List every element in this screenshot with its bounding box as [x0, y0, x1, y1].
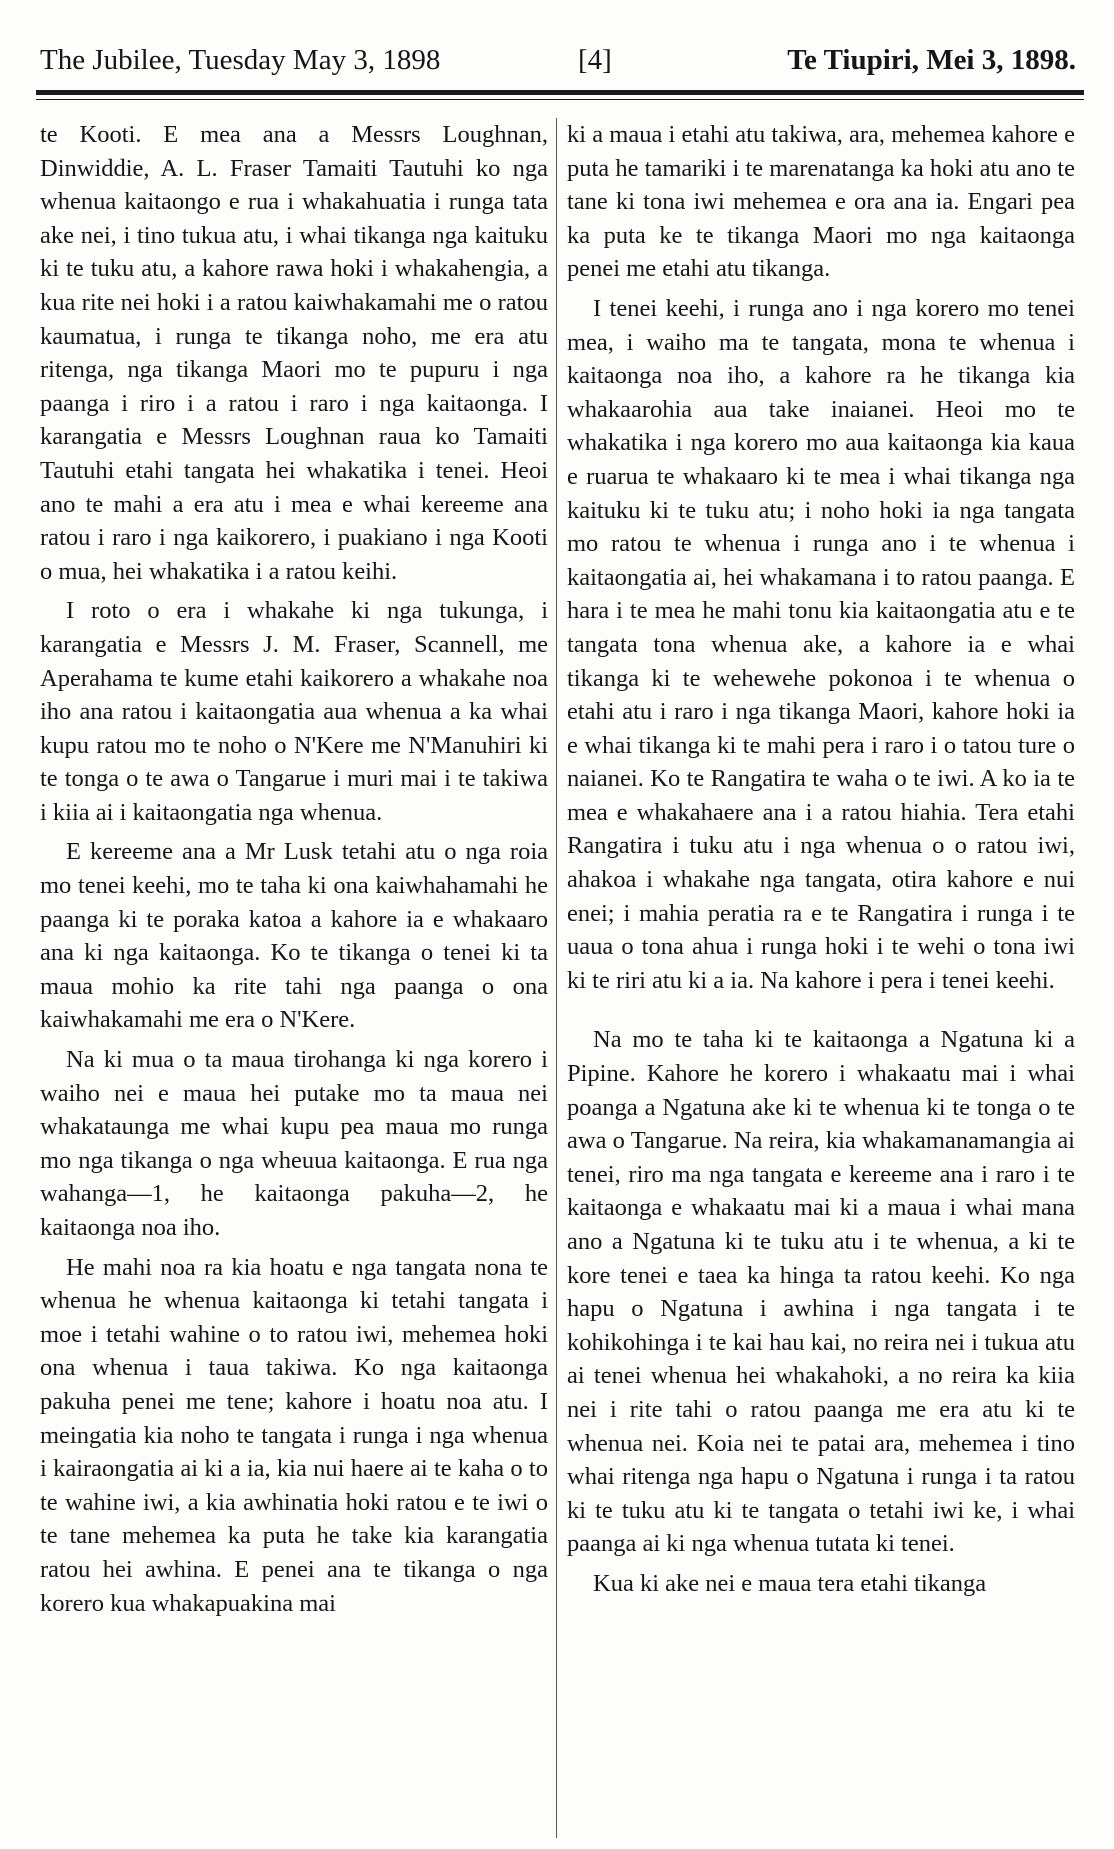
header-maori-title: Te Tiupiri, Mei 3, 1898. [787, 44, 1076, 76]
page-number: [4] [578, 44, 612, 76]
paragraph: He mahi noa ra kia hoatu e nga tangata nona te whenua he whenua kaitaonga ki tetahi tangata i moe i tetahi wahine o to ratou iwi, mehemea hoki ona whenua i taua takiwa. Ko nga kaitaonga pakuha penei me tene; kahore i hoatu noa atu. I meingatia kia noho te tangata i runga i nga whenua i kairaongatia ai ki a ia, kia nui haere ai te kaha o to te wahine iwi, a kia awhinatia hoki ratou e te iwi o te tane mehemea ka puta he take kia karangatia ratou hei awhina. E penei ana te tikanga o nga korero kua whakapuakina mai [40, 1253, 548, 1617]
paragraph: I tenei keehi, i runga ano i nga korero mo tenei mea, i waiho ma te tangata, mona te whenua i kaitaonga noa iho, a kahore ra he tikanga kia whakaarohia aua take inaianei. Heoi mo te whakatika i nga korero mo aua kaitaonga kia kaua e ruarua te whakaaro ki te mea i whai tikanga nga kaituku ki te tuku atu; i noho hoki ia nga tangata mo ratou te whenua i runga ano i te whenua i kaitaongatia ai, hei whakamana i to ratou paanga. E hara i te mea he mahi tonu kia kaitaongatia atu e te tangata tona whenua ake, a kahore ia e whai tikanga ki te wehewehe pokonoa i te whenua o etahi atu i raro i nga tikanga Maori, kahore hoki ia e whai tikanga ki te mahi pera i raro i o tatou ture o naianei. Ko te Rangatira te waha o te iwi. A ko ia te mea e whakahaere ana i a ratou hiahia. Tera etahi Rangatira i tuku atu i nga whenua o o ratou iwi, ahakoa i whakahe nga tangata, otira kahore e nui enei; i mahia peratia ra e te Rangatira i runga i te uaua o tona ahua i runga hoki i te wehi o tona iwi ki te riri atu ki a ia. Na kahore i pera i tenei keehi. [567, 294, 1075, 994]
left-column [40, 118, 548, 1626]
right-column [567, 118, 1075, 1607]
paragraph: Kua ki ake nei e maua tera etahi tikanga [593, 1569, 987, 1597]
paragraph: E kereeme ana a Mr Lusk tetahi atu o nga roia mo tenei keehi, mo te taha ki ona kaiwhahamahi he paanga ki te poraka katoa a kahore ia e whakaaro ana ki nga kaitaonga. Ko te tikanga o tenei ki ta maua mohio ka rite tahi nga paanga o ona kaiwhakamahi me era o N'Kere. [40, 838, 548, 1034]
column-divider [556, 118, 557, 1838]
header-english-title: The Jubilee, Tuesday May 3, 1898 [40, 44, 441, 76]
paragraph: ki a maua i etahi atu takiwa, ara, mehemea kahore e puta he tamariki i te marenatanga ka hoki atu ano te tane ki tona iwi mehemea e ora ana ia. Engari pea ka puta ke te tikanga Maori mo nga kaitaonga penei me etahi atu tikanga. [567, 121, 1075, 283]
paragraph: te Kooti. E mea ana a Messrs Loughnan, Dinwiddie, A. L. Fraser Tamaiti Tautuhi ko nga whenua kaitaongo e rua i whakahuatia i runga tata ake nei, i tino tukua atu, i whai tikanga nga kaituku ki te tuku atu, a kahore rawa hoki i whakahengia, a kua rite nei hoki i a ratou kaiwhakamahi me o ratou kaumatua, i runga te tikanga noho, me era atu ritenga, nga tikanga Maori mo te pupuru i nga paanga i riro i a ratou i raro i nga kaitaonga. I karangatia e Messrs Loughnan raua ko Tamaiti Tautuhi etahi tangata hei whakatika i tenei. Heoi ano te mahi a era atu i mea e whai kereeme ana ratou i raro i nga kaikorero, i puakiano i nga Kooti o mua, hei whakatika i a ratou keihi. [40, 121, 548, 585]
paragraph: Na mo te taha ki te kaitaonga a Ngatuna ki a Pipine. Kahore he korero i whakaatu mai i whai poanga a Ngatuna ake ki te whenua ki te tonga o te awa o Tangarue. Na reira, kia whakamanamangia ai tenei, riro ma nga tangata e kereeme ana i raro i te kaitaonga e whakaatu mai ki a maua i whai mana ano a Ngatuna ki te tuku atu i te whenua, a ki te kore tenei e taea ka hinga ta ratou keehi. Ko nga hapu o Ngatuna i awhina i nga tangata i te kohikohinga i te kai hau kai, no reira nei i tukua atu ai tenei whenua hei whakahoki, a no reira ka kiia nei i rite tahi o ratou paanga me era atu ki te whenua nei. Koia nei te patai ara, mehemea i tino whai ritenga nga hapu o Ngatuna i runga i ta ratou ki te tuku atu ki te tangata o tetahi iwi ke, i whai paanga ai ki nga whenua tutata ki tenei. [567, 1026, 1075, 1558]
paragraph: Na ki mua o ta maua tirohanga ki nga korero i waiho nei e maua hei putake mo ta maua nei whakataunga me whai kupu pea maua mo runga mo nga tikanga o nga wheuua kaitaonga. E rua nga wahanga—1, he kaitaonga pakuha—2, he kaitaonga noa iho. [40, 1046, 548, 1241]
page-header [40, 40, 1076, 80]
header-rule-thin [36, 99, 1084, 100]
paragraph: I roto o era i whakahe ki nga tukunga, i karangatia e Messrs J. M. Fraser, Scannell, me Aperahama te kume etahi kaikorero a whakahe noa iho ana ratou i kaitaongatia aua whenua a ka whai kupu ratou mo te noho o N'Kere me N'Manuhiri ki te tonga o te awa o Tangarue i muri mai i te takiwa i kiia ai i kaitaongatia nga whenua. [40, 597, 548, 826]
header-rule-thick [36, 90, 1084, 95]
